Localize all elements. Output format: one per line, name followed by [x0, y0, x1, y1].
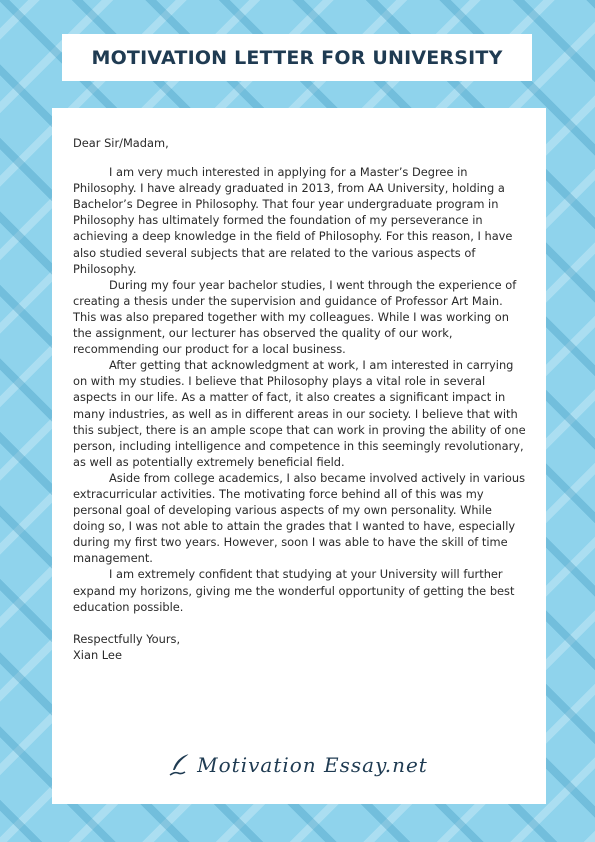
quill-icon [167, 752, 193, 778]
title-banner [62, 34, 532, 81]
salutation: Dear Sir/Madam, [73, 136, 169, 150]
brand-text: Motivation Essay.net [197, 753, 428, 777]
letter-paragraph: During my four year bachelor studies, I went through the experience of creating a thesis under the supervision and guidance of Professor Art Main. This was also prepared together with my colleagues. While I was working on the assignment, our lecturer has observed the quality of our work, recommending our product for a local business. [73, 277, 517, 357]
letter-paragraph: After getting that acknowledgment at work, I am interested in carrying on with my studies. I believe that Philosophy plays a vital role in several aspects in our life. As a matter of fact, it also creates a significant impact in many industries, as well as in different areas in our society. I believe that with this subject, there is an ample scope that can work in proving the ability of one person, including intelligence and competence in this seemingly revolutionary, as well as potentially extremely beneficial field. [73, 358, 526, 469]
letter-page [52, 108, 546, 804]
letter-paragraph: Aside from college academics, I also became involved actively in various extracurricular activities. The motivating force behind all of this was my personal goal of developing various aspects of my own personality. While doing so, I was not able to attain the grades that I wanted to have, especially during my first two years. However, soon I was able to have the skill of time management. [73, 470, 526, 566]
letter-paragraph: I am very much interested in applying for a Master’s Degree in Philosophy. I have already graduated in 2013, from AA University, holding a Bachelor’s Degree in Philosophy. That four year undergraduate program in Philosophy has ultimately formed the foundation of my perseverance in achieving a deep knowledge in the field of Philosophy. For this reason, I have also studied several subjects that are related to the various aspects of Philosophy. [73, 165, 513, 276]
footer-logo [0, 752, 595, 778]
closing: Respectfully Yours, [73, 631, 181, 646]
letter-paragraph: I am extremely confident that studying at your University will further expand my horizons, giving me the wonderful opportunity of getting the best education possible. [73, 567, 515, 614]
page-title: MOTIVATION LETTER FOR UNIVERSITY [91, 46, 503, 69]
signer-name: Xian Lee [73, 647, 122, 662]
